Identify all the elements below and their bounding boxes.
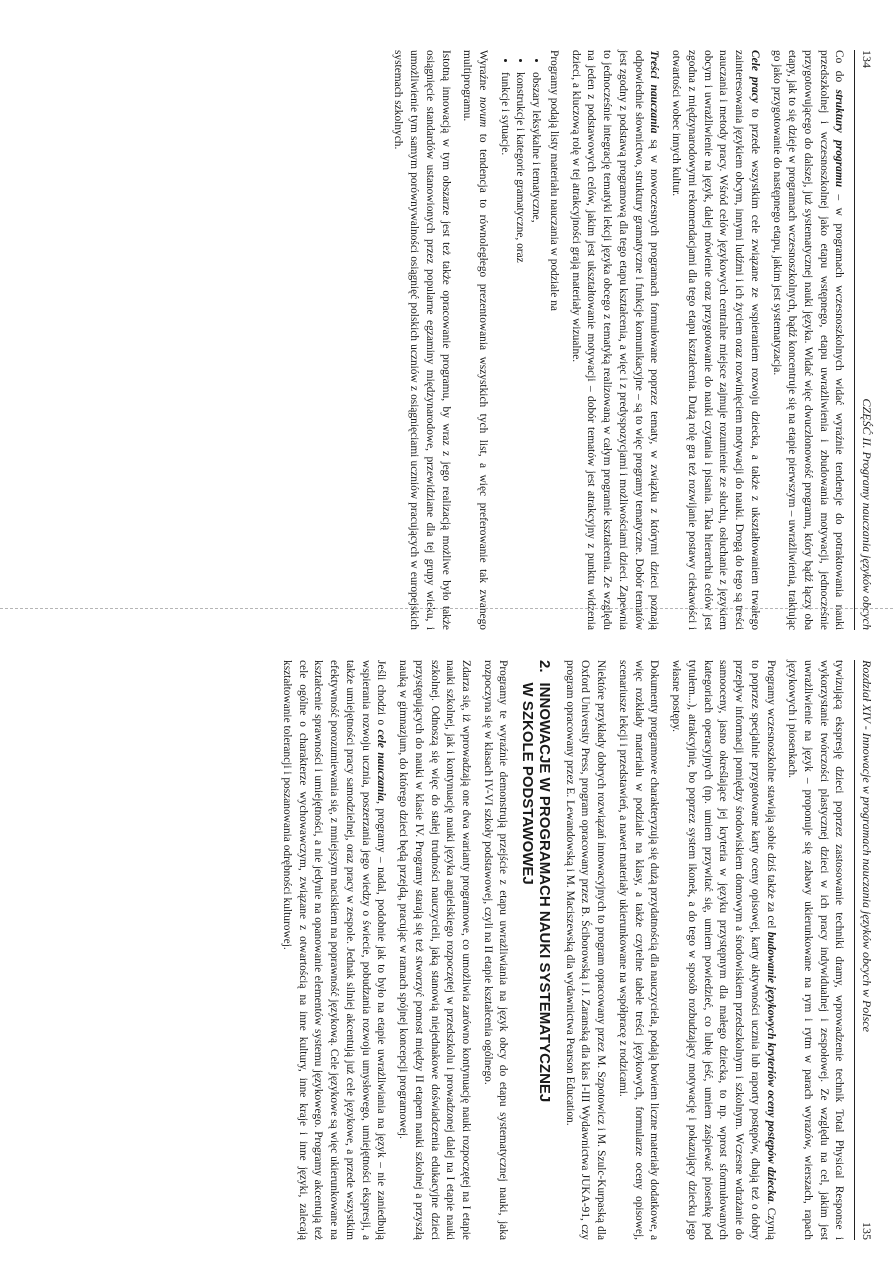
paragraph: Wyraźne novum to tendencja to równoległego prezentowania wszystkich tych list, a więc preferowanie tak zwanego multiprogramu. xyxy=(461,50,490,631)
running-title: Rozdział XIV - Innowacje w programach nauczania języków obcych w Polsce xyxy=(860,660,874,1032)
page-number: 134 xyxy=(860,50,874,68)
paragraph: Programy podają listy materiału nauczania w podziale na xyxy=(547,50,560,311)
bullet-list xyxy=(496,50,543,630)
paragraph: Cele pracy to przede wszystkim cele związane ze wspieraniem rozwoju dziecka, a także z ukształtowaniem trwałego zainteresowania językiem obcym, innymi ludźmi i ich życiem oraz rozwinięciem motywacji do nauki. Drogą do tego są treści nauczania i metody pracy. Wśród celów językowych centralne miejsce zajmuje rozumienie ze słuchu, osłuchanie z językiem obcym i uwrażliwienie na język, dalej mówienie oraz przygotowanie do nauki czytania i pisania. Taka hierarchia celów jest zgodna z międzynarodowymi rekomendacjami dla tego etapu kształcenia. Dużą rolę gra też rozwijanie postawy ciekawości i otwartości wobec innych kultur. xyxy=(670,50,761,631)
page-135 xyxy=(175,660,875,1240)
section-heading xyxy=(518,660,553,1240)
running-head xyxy=(854,660,875,1240)
paragraph: Dokumenty programowe charakteryzują się dużą przydatnością dla nauczyciela, podają bowiem liczne materiały dodatkowe, a więc rozkłady materiału w podziale na klasy, a także czytelne tabele treści językowych, formularze oceny opisowej, scenariusze lekcji i przedstawień, a nawet materiały ukierunkowane na współpracę z rodzicami. xyxy=(616,660,661,1240)
section-number: 2. xyxy=(535,660,553,673)
paragraph: tywizującą ekspresję dzieci poprzez zastosowanie techniki dramy, wprowadzenie technik Total Physical Response i wykorzystanie twórczości plastycznej dzieci w ich pracy indywidualnej i zespołowej. Ze względu na cel, jakim jest uwrażliwienie na język – proponuje się zabawy ukierunkowane na rym i rytm w parach wyrazów, wierszach, rapach językowych i piosenkach. xyxy=(786,660,846,1240)
paragraph: Programy te wyraźnie demonstrują przejście z etapu uwrażliwiania na język obcy do etapu systematycznej nauki, jaka rozpoczyna się w klasach IV-VI szkoły podstawowej, czyli na II etapie kształcenia ogólnego. xyxy=(481,660,510,1240)
section-title: INNOWACJE W PROGRAMACH NAUKI SYSTEMATYCZNEJ W SZKOLE PODSTAWOWEJ xyxy=(518,682,553,1103)
paragraph: Istotną innowacją w tym obszarze jest też także opracowanie programu, by wraz z jego realizacją możliwe było także osiągnięcie standardów ustanowionych przez popularne egzaminy międzynarodowe, przewidziane dla tej grupy wieku, i umożliwienie tym samym porównywalności osiągnięć polskich uczniów z osiągnięciami uczniów pracujących w europejskich systemach szkolnych. xyxy=(392,50,452,630)
page-134 xyxy=(175,50,875,630)
paragraph: Treści nauczania są w nowoczesnych programach formułowane poprzez tematy, w związku z którymi dzieci poznają odpowiednie słownictwo, struktury gramatyczne i funkcje komunikacyjne – są to więc programy tematyczne. Dobór tematów jest zgodny z podstawą programową dla tego etapu kształcenia, a więc i z predyspozycjami i możliwościami dzieci. Zapewnia to jednocześnie integrację tematyki lekcji języka obcego z tematyką realizowaną w całym programie kształcenia. Ze względu na jeden z podstawowych celów, jakim jest ukształtowanie motywacji – dobór tematów jest atrakcyjny z punktu widzenia dzieci, a kluczową rolę w tej atrakcyjności grają materiały wizualne. xyxy=(569,50,661,630)
running-head xyxy=(854,50,875,630)
list-item: • konstrukcje i kategorie gramatyczne, oraz xyxy=(512,72,528,630)
paragraph: Jeśli chodzi o cele nauczania, programy – nadal, podobnie jak to było na etapie uwrażliwiania na język – nie zaniedbują wspierania rozwoju ucznia, poszerzania jego wiedzy o świecie, pobudzania rozwoju umysłowego, umiejętności ekspresji, a także umiejętności pracy samodzielnej, oraz pracy w zespole. Jednak silniej akcentują już cele językowe, a przede wszystkim efektywność porozumiewania się, z mniejszym naciskiem na poprawność językową. Cele językowe są więc ukierunkowane na kształcenie sprawności i umiejętności, a nie jedynie na opanowanie elementów systemu językowego. Programy akcentują też cele ogólne o charakterze wychowawczym, związane z otwartością na inne kultury, inne kraje i inne języki, zalecają kształtowanie tolerancji i poszanowania odrębności kulturowej. xyxy=(280,660,388,1240)
running-title: CZĘŚĆ II. Programy nauczania języków obcych xyxy=(860,398,874,630)
page-number: 135 xyxy=(860,1222,874,1240)
list-item: • funkcje i sytuacje. xyxy=(496,72,512,630)
paragraph: Zdarza się, iż wprowadzają one dwa warianty programowe, co umożliwia zarówno kontynuację nauki rozpoczętej na I etapie nauki szkolnej, jak i kontynuację nauki języka angielskiego rozpoczętej w przedszkolu i prowadzonej dalej na I etapie nauki szkolnej. Odnoszą się więc do stałej trudności nauczycieli, jaką stanowią niejednakowe doświadczenia edukacyjne dzieci przystępujących do nauki w klasie IV. Programy starają się też stworzyć pomost między II etapem nauki szkolnej a przyszłą nauką w gimnazjum, do którego dzieci będą przejdą, pracując w ramach spójnej koncepcji programowej. xyxy=(397,660,472,1240)
paragraph: Co do struktury programu – w programach wczesnoszkolnych widać wyraźnie tendencje do potraktowania nauki przedszkolnej i wczesnoszkolnej jako etapu wstępnego, etapu uwrażliwienia i zbudowania motywacji, jednocześnie przygotowującego do dalszej, już systematycznej nauki języka. Widać więc dwuczłonowość programu, który bądź łączy oba etapy, jak to się dzieje w programach wczesnoszkolnych, bądź koncentruje się na etapie pierwszym – uwrażliwienia, traktując go jako przygotowanie do następnego etapu, jakim jest systematyzacja. xyxy=(770,50,846,630)
list-item: • obszary leksykalne i tematyczne, xyxy=(528,72,544,630)
paragraph: Niektóre przykłady dobrych rozwiązań innowacyjnych to program opracowany przez M. Szpotowicz i M. Szulc-Kurpaską dla Oxford University Press, program opracowany przez B. Ściborowską i J. Zaranską dla klas I-III Wydawnictwa JUKA-91, czy program opracowany przez E. Lewandowską i M. Maciszewską dla wydawnictwa Pearson Education. xyxy=(563,660,608,1240)
page-divider xyxy=(0,608,893,609)
paragraph: Programy wczesnoszkolne stawiają sobie dziś także za cel budowanie językowych kryteriów oceny postępów dziecka. Czynią to poprzez specjalnie przygotowane karty oceny opisowej, karty aktywności ucznia lub raporty postępów, dbają też o dobry przepływ informacji pomiędzy środowiskiem domowym a środowiskiem przedszkolnym i szkolnym. Wczesne wdrażanie do samooceny, jasno określające jej kryteria w języku przystępnym dla małego dziecka, to np. wprost sformułowanych kategoriach operacyjnych (np. umiem przywitać się, umiem powiedzieć, co lubię jeść, umiem zaśpiewać piosenkę pod tytułem...), atrakcyjnie, bo poprzez system ikonek, a do tego w sposób rozbudzający motywację i pokazujący dziecku jego własne postępy. xyxy=(670,660,777,1240)
